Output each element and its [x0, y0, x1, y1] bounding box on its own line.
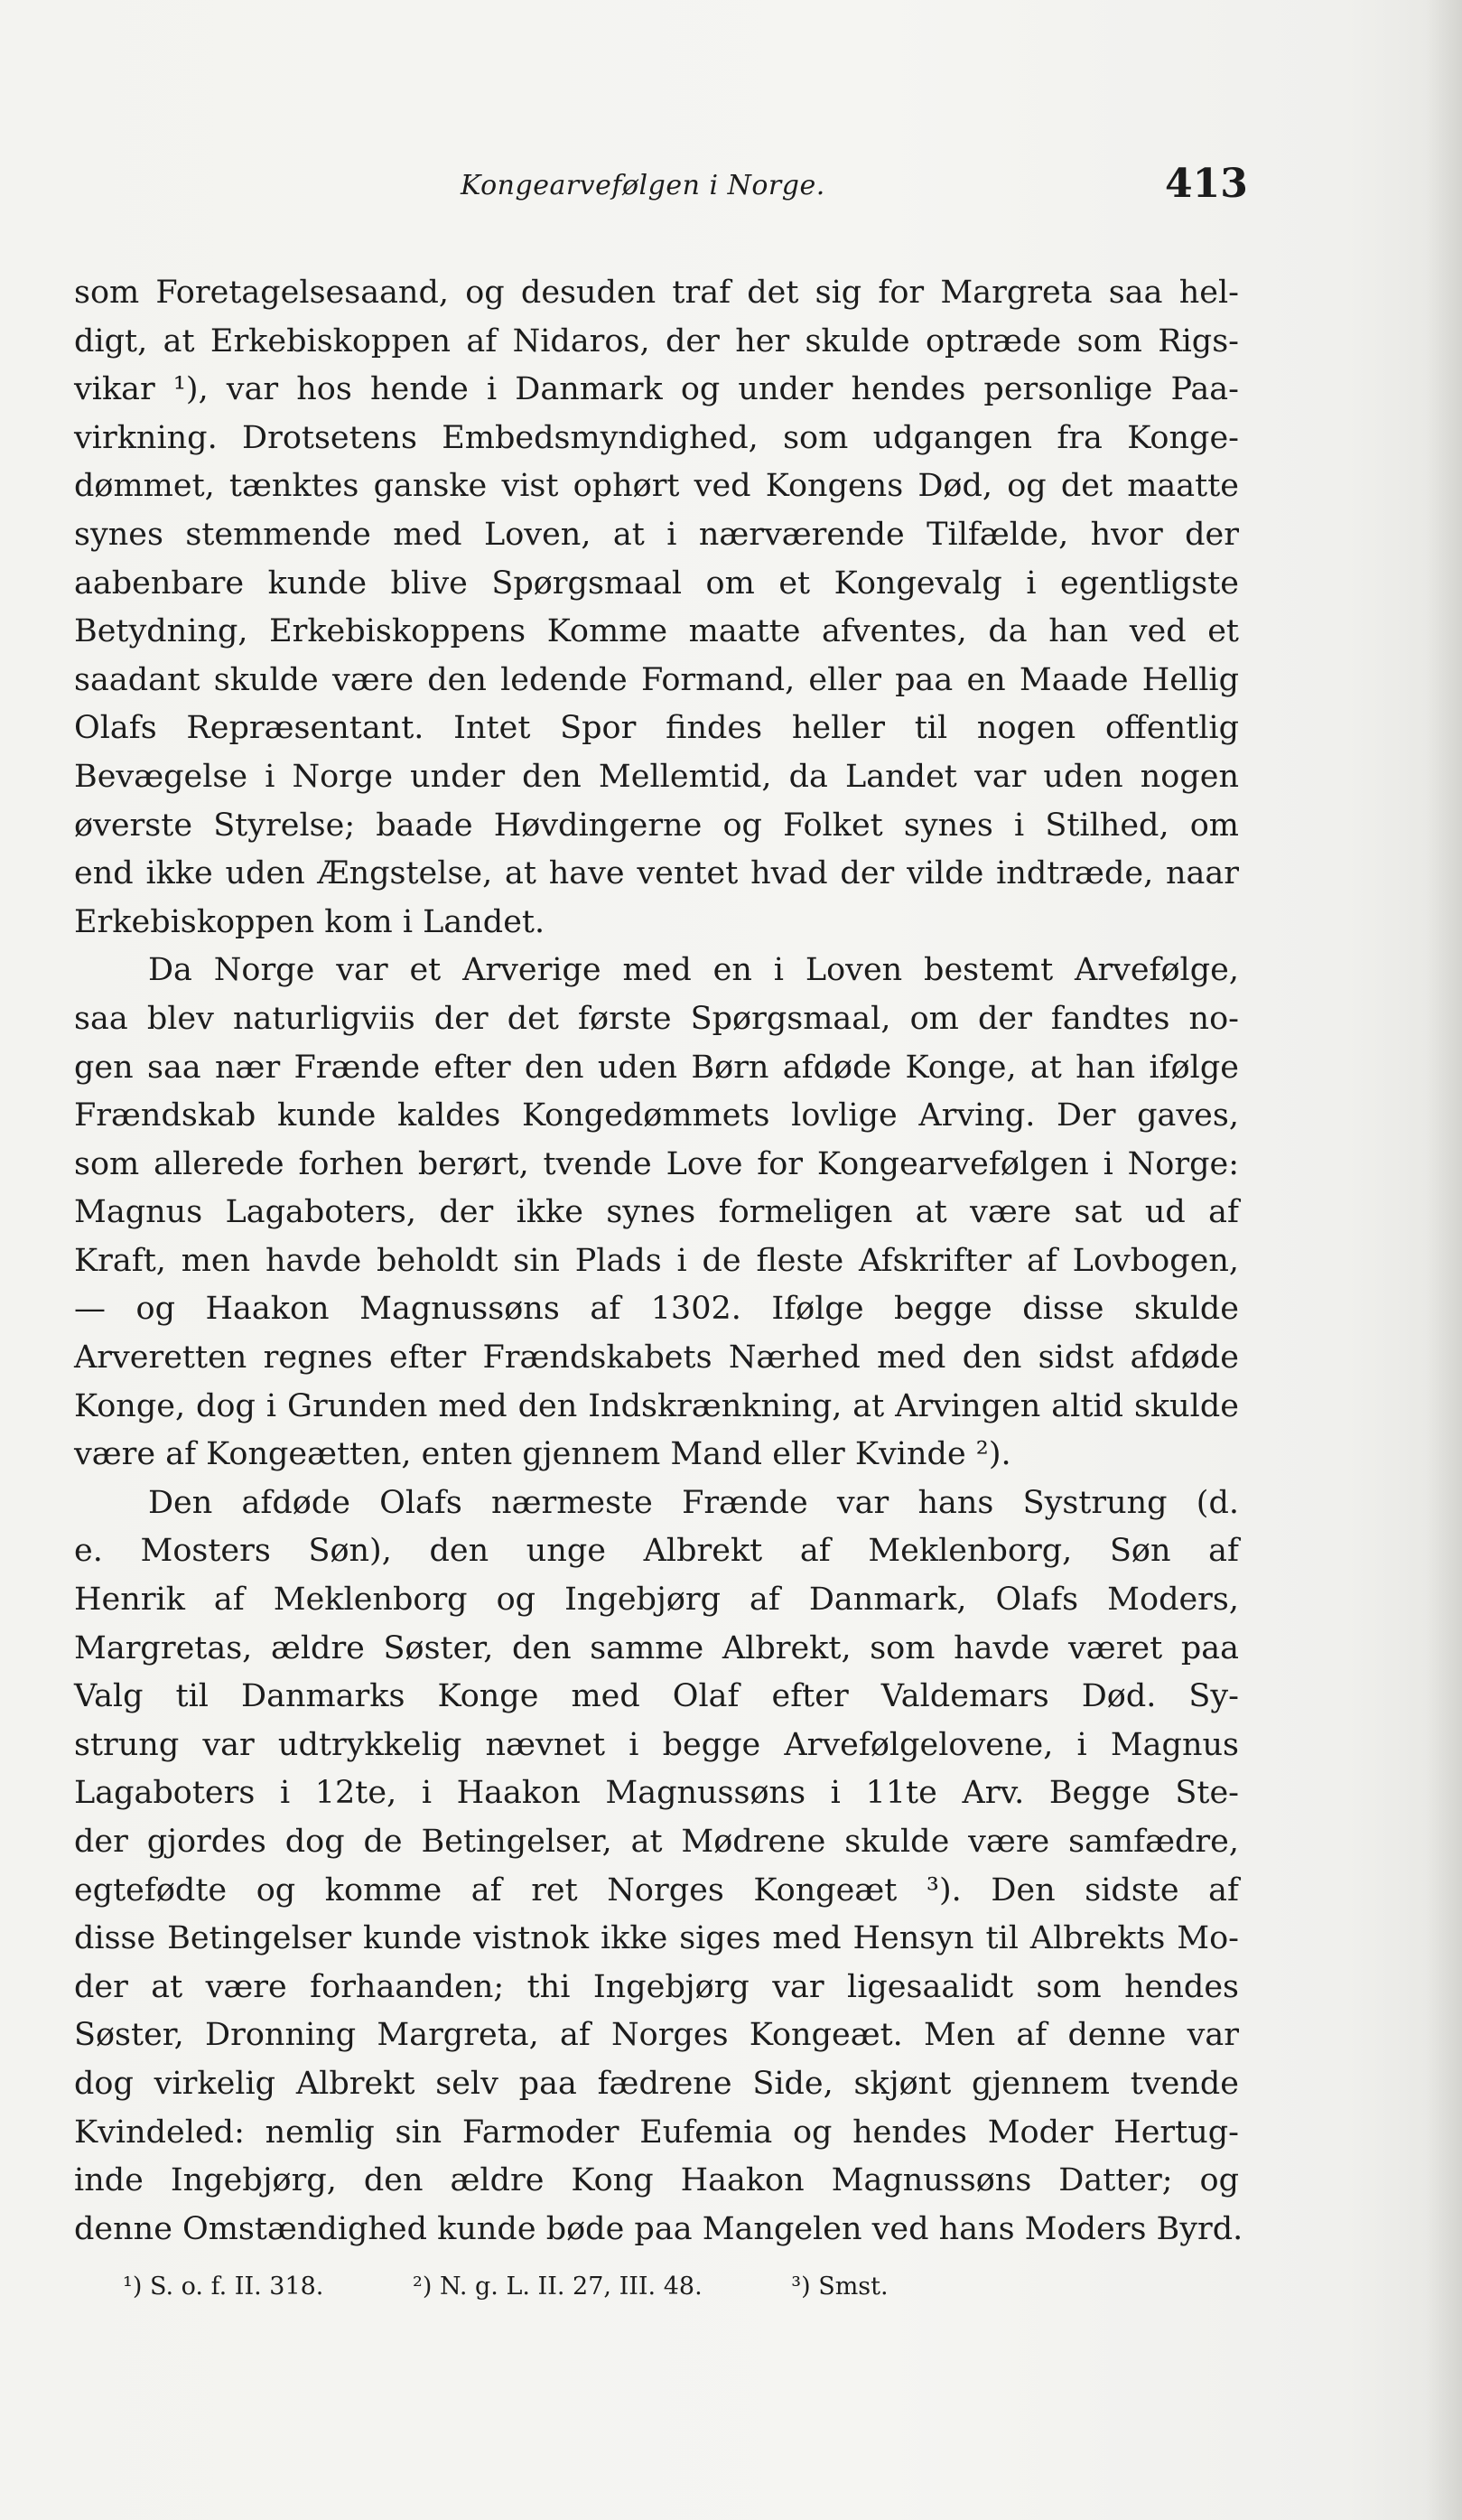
text-line: denne Omstændighed kunde bøde paa Mangelen ved hans Moders Byrd. [74, 2210, 1243, 2247]
body-text [74, 269, 1243, 2254]
text-line: Olafs Repræsentant. Intet Spor findes heller til nogen offentlig [74, 710, 1239, 747]
text-line: Lagaboters i 12te, i Haakon Magnussøns i 11te Arv. Begge Ste- [74, 1775, 1239, 1812]
text-line: e. Mosters Søn), den unge Albrekt af Meklenborg, Søn af [74, 1533, 1239, 1570]
text-line: der gjordes dog de Betingelser, at Mødrene skulde være samfædre, [74, 1824, 1239, 1860]
text-line: Valg til Danmarks Konge med Olaf efter Valdemars Død. Sy- [74, 1678, 1239, 1715]
text-line: inde Ingebjørg, den ældre Kong Haakon Magnussøns Datter; og [74, 2162, 1239, 2199]
text-line: øverste Styrelse; baade Høvdingerne og Folket synes i Stilhed, om [74, 807, 1239, 844]
text-line: virkning. Drotsetens Embedsmyndighed, som udgangen fra Konge- [74, 419, 1239, 456]
text-line: synes stemmende med Loven, at i nærværende Tilfælde, hvor der [74, 516, 1239, 553]
text-line: end ikke uden Ængstelse, at have ventet hvad der vilde indtræde, naar [74, 855, 1239, 892]
text-line: som allerede forhen berørt, tvende Love for Kongearvefølgen i Norge: [74, 1145, 1239, 1182]
text-line: Den afdøde Olafs nærmeste Frænde var hans Systrung (d. [148, 1484, 1239, 1521]
text-line: aabenbare kunde blive Spørgsmaal om et Kongevalg i egentligste [74, 565, 1239, 602]
text-line: Da Norge var et Arverige med en i Loven bestemt Arvefølge, [148, 952, 1239, 989]
footnote-3: ³) Smst. [791, 2273, 889, 2301]
text-line: strung var udtrykkelig nævnet i begge Arvefølgelovene, i Magnus [74, 1726, 1239, 1763]
footnote-2: ²) N. g. L. II. 27, III. 48. [413, 2273, 703, 2301]
text-line: der at være forhaanden; thi Ingebjørg var ligesaalidt som hendes [74, 1968, 1239, 2005]
text-line: Margretas, ældre Søster, den samme Albrekt, som havde været paa [74, 1629, 1239, 1666]
running-title: Kongearvefølgen i Norge. [461, 170, 825, 201]
footnote-1: ¹) S. o. f. II. 318. [123, 2273, 324, 2301]
text-line: digt, at Erkebiskoppen af Nidaros, der her skulde optræde som Rigs- [74, 322, 1239, 359]
text-line: Arveretten regnes efter Frændskabets Nærhed med den sidst afdøde [74, 1339, 1239, 1377]
text-line: Magnus Lagaboters, der ikke synes formeligen at være sat ud af [74, 1194, 1239, 1231]
page-edge-shadow [1426, 0, 1462, 2520]
text-line: Betydning, Erkebiskoppens Komme maatte afventes, da han ved et [74, 613, 1239, 650]
page-number: 413 [1165, 161, 1248, 207]
text-line: som Foretagelsesaand, og desuden traf det sig for Margreta saa hel- [74, 275, 1239, 311]
text-line: Kvindeled: nemlig sin Farmoder Eufemia og hendes Moder Hertug- [74, 2114, 1239, 2151]
text-line: disse Betingelser kunde vistnok ikke siges med Hensyn til Albrekts Mo- [74, 1920, 1239, 1957]
text-line: vikar ¹), var hos hende i Danmark og under hendes personlige Paa- [74, 371, 1239, 408]
text-line: gen saa nær Frænde efter den uden Børn afdøde Konge, at han ifølge [74, 1049, 1239, 1086]
text-line: Bevægelse i Norge under den Mellemtid, da Landet var uden nogen [74, 758, 1239, 795]
footnotes [123, 2273, 1116, 2301]
text-line: dog virkelig Albrekt selv paa fædrene Side, skjønt gjennem tvende [74, 2065, 1239, 2102]
text-line: Kraft, men havde beholdt sin Plads i de fleste Afskrifter af Lovbogen, [74, 1242, 1239, 1279]
text-line: Konge, dog i Grunden med den Indskrænkning, at Arvingen altid skulde [74, 1387, 1239, 1424]
text-line: dømmet, tænktes ganske vist ophørt ved Kongens Død, og det maatte [74, 468, 1239, 505]
text-line: saa blev naturligviis der det første Spørgsmaal, om der fandtes no- [74, 1000, 1239, 1037]
text-line: være af Kongeætten, enten gjennem Mand eller Kvinde ²). [74, 1436, 1011, 1473]
text-line: egtefødte og komme af ret Norges Kongeæt ³). Den sidste af [74, 1871, 1239, 1909]
text-line: Henrik af Meklenborg og Ingebjørg af Danmark, Olafs Moders, [74, 1582, 1239, 1619]
text-line: — og Haakon Magnussøns af 1302. Ifølge begge disse skulde [74, 1291, 1239, 1328]
text-line: saadant skulde være den ledende Formand, eller paa en Maade Hellig [74, 661, 1239, 698]
text-line: Søster, Dronning Margreta, af Norges Kongeæt. Men af denne var [74, 2017, 1239, 2054]
text-line: Frændskab kunde kaldes Kongedømmets lovlige Arving. Der gaves, [74, 1097, 1239, 1134]
text-line: Erkebiskoppen kom i Landet. [74, 903, 545, 940]
